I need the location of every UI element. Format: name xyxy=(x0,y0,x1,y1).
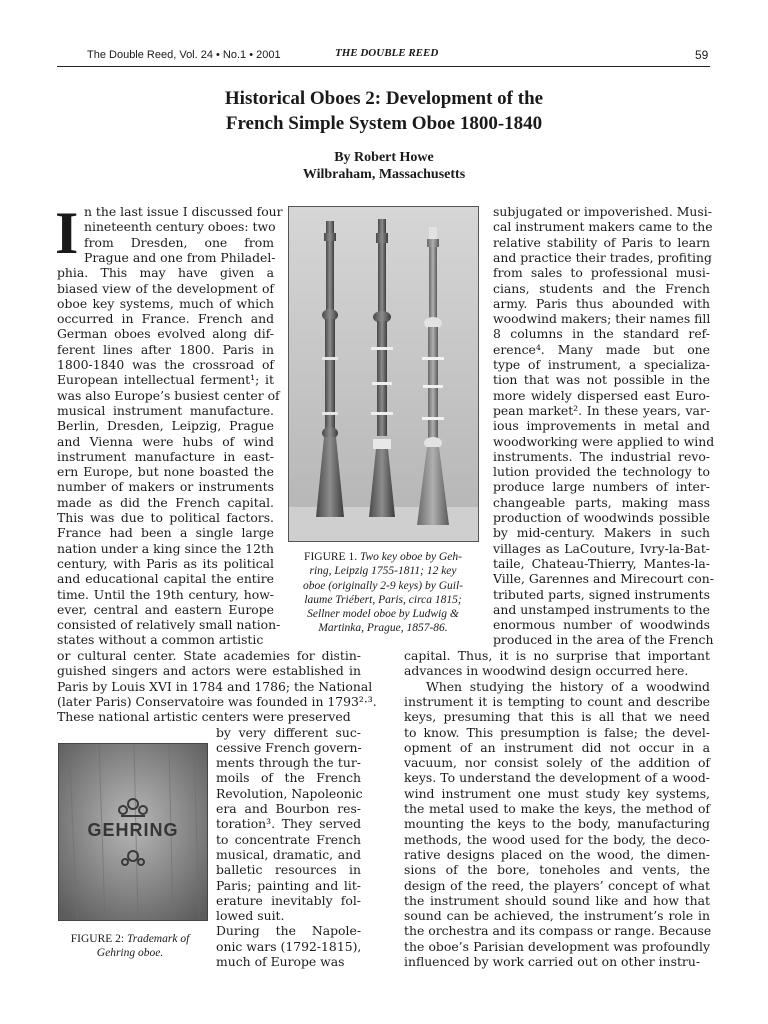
article-title-line-1: Historical Oboes 2: Development of the xyxy=(224,88,544,109)
text-line: Revolution, Napoleonic xyxy=(216,785,363,801)
text-line: When studying the history of a woodwind xyxy=(426,678,710,694)
text-line: nineteenth century oboes: two xyxy=(84,219,276,235)
text-line: 1800-1840 was the crossroad of xyxy=(57,357,274,372)
text-line: and unstamped instruments to the xyxy=(493,601,710,617)
text-line: army. Paris thus abounded with xyxy=(493,295,710,311)
text-line: lution provided the technology to xyxy=(493,464,710,480)
figure-1-caption-line: Martinka, Prague, 1857-86. xyxy=(318,622,448,635)
text-line: capital. Thus, it is no surprise that important xyxy=(404,648,710,663)
figure-2-label: FIGURE 2: xyxy=(70,933,125,945)
text-line: enormous number of woodwinds xyxy=(493,617,710,633)
text-line: states without a common artistic xyxy=(57,632,264,648)
figure-2-caption-line: Gehring oboe. xyxy=(96,947,164,960)
text-line: This was due to political factors. xyxy=(57,510,274,525)
text-line: cal instrument makers came to the xyxy=(493,219,713,235)
text-line: Berlin, Dresden, Leipzig, Prague xyxy=(57,418,274,434)
text-line: tion that was not possible in the xyxy=(493,372,710,388)
text-line: ferent lines after 1800. Paris in xyxy=(57,341,274,357)
text-line: produced in the area of the French xyxy=(493,632,714,648)
text-line: villages as LaCouture, Ivry-la-Bat- xyxy=(493,540,710,556)
text-line: mounting the keys to the body, manufacturing xyxy=(404,816,710,832)
text-line: ments through the tur- xyxy=(216,755,361,771)
page-number: 59 xyxy=(695,48,709,62)
figure-2-caption xyxy=(55,932,205,961)
text-line: (later Paris) Conservatoire was founded in 1793²·³. xyxy=(57,693,377,709)
text-line: balletic resources in xyxy=(216,862,361,878)
text-line: Paris; painting and lit- xyxy=(216,877,361,893)
text-line: German oboes evolved along dif- xyxy=(57,326,274,342)
text-line: to concentrate French xyxy=(216,831,361,847)
text-line: keys. To understand the development of a wood- xyxy=(404,770,710,786)
text-line: design of the reed, the players’ concept of what xyxy=(404,877,710,893)
text-line: keys, presuming that this is all that we need xyxy=(404,709,710,725)
text-line: was also Europe’s busiest center of xyxy=(57,387,280,403)
text-line: toration³. They served xyxy=(216,816,361,832)
text-line: consisted of relatively small nation- xyxy=(57,617,281,633)
text-line: rative designs placed on the wood, the dimen- xyxy=(404,846,710,862)
figure-1-caption-line: laume Triébert, Paris, circa 1815; xyxy=(304,593,462,606)
figure-2-photo xyxy=(58,743,208,921)
text-line: or cultural center. State academies for distin- xyxy=(57,648,361,663)
text-line: musical, dramatic, and xyxy=(216,846,361,862)
text-line: During the Napole- xyxy=(216,923,361,939)
text-line: European intellectual ferment¹; it xyxy=(57,372,274,388)
text-line: These national artistic centers were preserved xyxy=(57,709,351,725)
figure-1-caption-line: ring, Leipzig 1755-1811; 12 key xyxy=(309,565,457,578)
text-line: instruments. The industrial revo- xyxy=(493,448,710,464)
text-line: guished singers and actors were established in xyxy=(57,663,361,679)
text-line: advances in woodwind design occurred here. xyxy=(404,663,689,679)
text-line: made as did the French capital. xyxy=(57,494,274,510)
text-line: time. Until the 19th century, how- xyxy=(57,586,274,602)
article-title-line-2: French Simple System Oboe 1800-1840 xyxy=(225,113,543,134)
text-line: from Dresden, one from xyxy=(84,234,274,250)
running-title: THE DOUBLE REED xyxy=(335,47,439,59)
gehring-stamp-text: GEHRING xyxy=(87,820,179,840)
text-line: Paris by Louis XVI in 1784 and 1786; the National xyxy=(57,678,373,694)
text-line: century, with Paris as its political xyxy=(57,555,274,571)
text-line: 8 columns in the standard ref- xyxy=(493,326,710,342)
text-line: methods, the wood used for the body, the deco- xyxy=(404,831,710,847)
text-line: from sales to professional musi- xyxy=(493,265,710,281)
text-line: lowed suit. xyxy=(216,908,285,924)
text-line: cians, students and the French xyxy=(493,280,710,296)
text-line: ever, central and eastern Europe xyxy=(57,601,274,617)
text-line: ious improvements in metal and xyxy=(493,418,710,434)
figure-1-caption-line: Sellner model oboe by Ludwig & xyxy=(307,608,459,621)
text-line: and educational capital the entire xyxy=(57,571,274,587)
text-line: influenced by work carried out on other instru- xyxy=(404,954,701,969)
figure-1-caption-line: oboe (originally 2-9 keys) by Guil- xyxy=(303,579,463,592)
text-line: sound can be achieved, the instrument’s role in xyxy=(404,908,710,924)
text-line: n the last issue I discussed four xyxy=(84,204,283,219)
text-line: moils of the French xyxy=(216,770,361,786)
journal-header: The Double Reed, Vol. 24 • No.1 • 2001 xyxy=(87,49,281,61)
text-line: phia. This may have given a xyxy=(57,265,274,281)
figure-1-caption xyxy=(286,550,480,636)
text-line: era and Bourbon res- xyxy=(216,801,361,816)
text-line: the metal used to make the keys, the method of xyxy=(404,801,710,816)
drop-cap: I xyxy=(55,200,79,266)
text-line: the instrument should sound like and how that xyxy=(404,892,710,908)
oboes-illustration xyxy=(289,207,478,541)
figure-1-photo xyxy=(288,206,479,542)
text-line: and practice their trades, profiting xyxy=(493,249,712,265)
text-line: much of Europe was xyxy=(216,954,345,969)
text-line: erature inevitably fol- xyxy=(216,892,361,908)
text-line: onic wars (1792-1815), xyxy=(216,938,362,954)
text-line: by very different suc- xyxy=(216,724,361,740)
text-line: type of instrument, a specializa- xyxy=(493,357,710,372)
text-line: subjugated or impoverished. Musi- xyxy=(493,204,712,219)
text-line: erence⁴. Many made but one xyxy=(493,341,710,357)
text-line: wind instrument one must study key systems, xyxy=(404,785,710,801)
author-location: Wilbraham, Massachusetts xyxy=(302,167,466,182)
figure-1-caption-line: Two key oboe by Geh- xyxy=(359,551,462,563)
text-line: France had been a single large xyxy=(57,525,274,541)
text-line: occurred in France. French and xyxy=(57,311,274,327)
text-line: biased view of the development of xyxy=(57,280,274,296)
text-line: production of woodwinds possible xyxy=(493,510,710,525)
text-line: ern Europe, but none boasted the xyxy=(57,464,274,480)
text-line: produce large numbers of inter- xyxy=(493,479,710,495)
text-line: woodworking were applied to wind xyxy=(493,433,715,449)
text-line: opment of an instrument did not occur in a xyxy=(404,739,710,755)
text-line: instrument it is tempting to count and describe xyxy=(404,693,710,709)
figure-2-caption-line: Trademark of xyxy=(126,933,190,945)
text-line: pean market². In these years, var- xyxy=(493,402,710,418)
text-line: tributed parts, signed instruments xyxy=(493,586,710,602)
text-line: changeable parts, making mass xyxy=(493,494,710,510)
text-line: the orchestra and its compass or range. Because xyxy=(404,923,712,939)
text-line: to know. This presumption is false; the devel- xyxy=(404,724,710,740)
text-line: relative stability of Paris to learn xyxy=(493,234,710,250)
text-line: more widely dispersed east Euro- xyxy=(493,387,710,403)
text-line: Ville, Garennes and Mirecourt con- xyxy=(493,571,714,587)
text-line: taile, Chateau-Thierry, Mantes-la- xyxy=(493,555,710,571)
text-line: sions of the bore, toneholes and vents, the xyxy=(404,862,710,878)
figure-1-label: FIGURE 1. xyxy=(304,551,358,563)
text-line: vacuum, nor consist solely of the addition of xyxy=(404,755,710,771)
text-line: and Vienna were hubs of wind xyxy=(57,433,274,449)
text-line: Prague and one from Philadel- xyxy=(84,249,276,265)
text-line: nation under a king since the 12th xyxy=(57,540,274,556)
author: By Robert Howe xyxy=(334,150,434,165)
text-line: woodwind makers; their names fill xyxy=(493,311,711,327)
text-line: number of makers or instruments xyxy=(57,479,274,495)
text-line: by mid-century. Makers in such xyxy=(493,525,710,541)
text-line: cessive French govern- xyxy=(216,739,362,755)
text-line: instrument manufacture in east- xyxy=(57,448,274,464)
header-rule xyxy=(57,66,710,67)
text-line: oboe key systems, much of which xyxy=(57,295,274,311)
text-line: musical instrument manufacture. xyxy=(57,402,274,418)
text-line: the oboe’s Parisian development was profoundly xyxy=(404,938,710,954)
